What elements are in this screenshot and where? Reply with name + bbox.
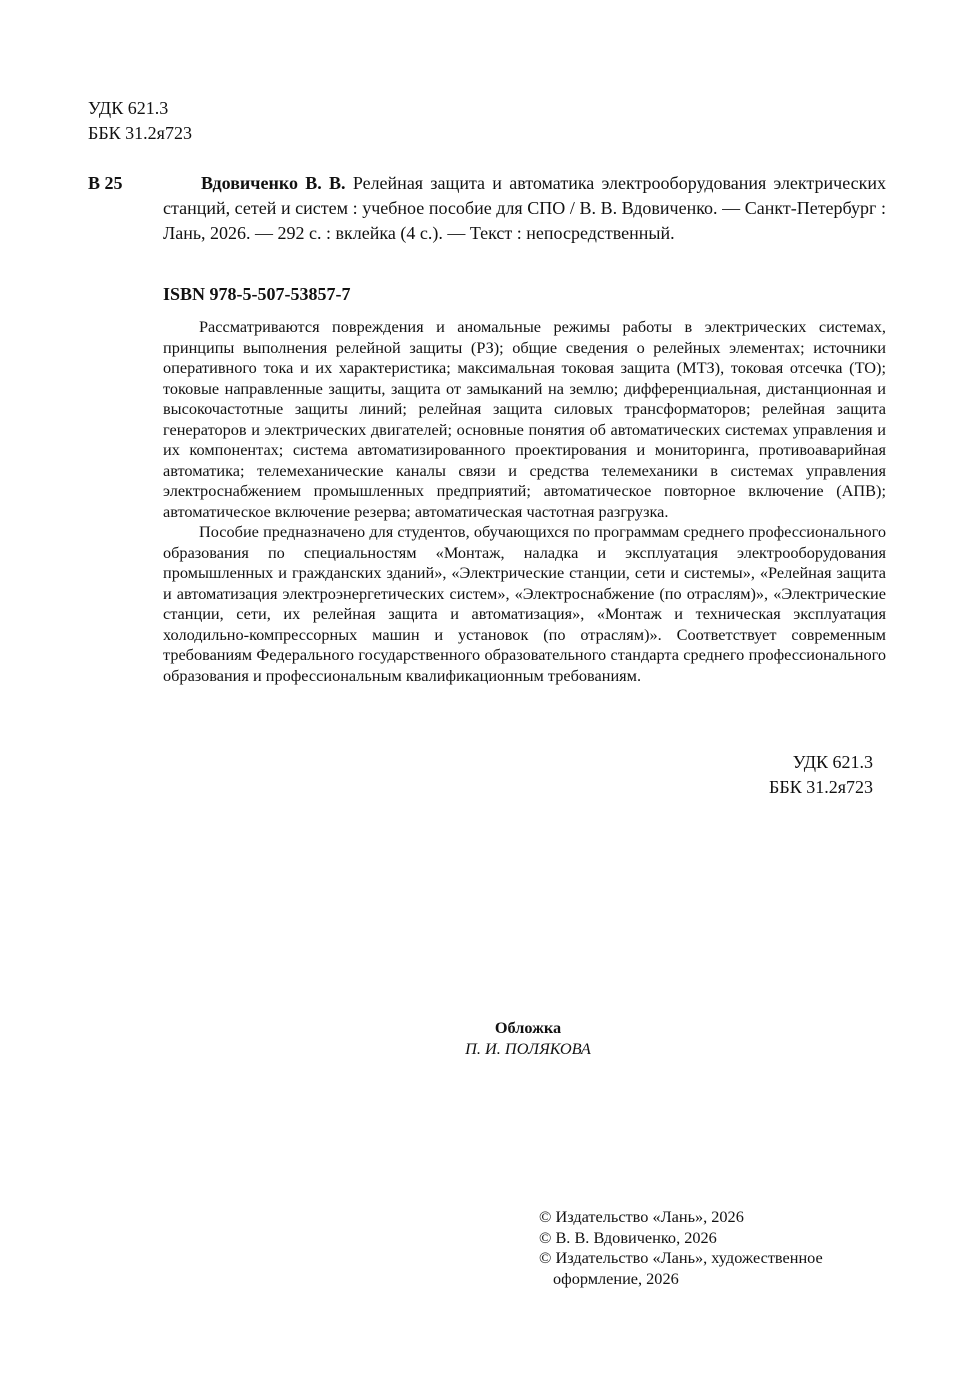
abstract-paragraph-1: Рассматриваются повреждения и аномальные режимы работы в электрических системах, принципы выполнения релейной защиты (РЗ); общие сведения о релейных элементах; источники оперативного тока и их характеристика; максимальная токовая защита (МТЗ), токовая отсечка (ТО); токовые направленные защиты, защита от замыканий на землю; дифференциальная, дистанционная и высокочастотные защиты линий; релейная защита силовых трансформаторов; релейная защита генераторов и электрических двигателей; основные понятия об автоматических системах управления и их компонентах; система автоматизированного проектирования и мониторинга, противоаварийная автоматика; телемеханические каналы связи и средства телемеханики в системах управления электроснабжением промышленных предприятий; автоматическое повторное включение (АПВ); автоматическое включение резерва; автоматическая частотная разгрузка. xyxy=(163,317,886,521)
bibliographic-description: Релейная защита и автоматика электрооборудования электрических станций, сетей и систем : учебное пособие для СПО / В. В. Вдовиченко. — Санкт-Петербург : Лань, 2026. — 292 с. : вклейка (4 с.). — Текст : непосредственный. xyxy=(163,173,887,243)
abstract xyxy=(163,317,886,686)
bbk-code: ББК 31.2я723 xyxy=(88,123,192,143)
cover-label: Обложка xyxy=(494,1018,562,1037)
author-name: Вдовиченко В. В. xyxy=(201,173,346,193)
bbk-code-bottom: ББК 31.2я723 xyxy=(769,777,873,797)
abstract-paragraph-2: Пособие предназначено для студентов, обучающихся по программам среднего профессионального образования по специальностям «Монтаж, наладка и эксплуатация электрооборудования промышленных и гражданских зданий», «Электрические станции, сети и системы», «Релейная защита и автоматизация электроэнергетических систем», «Электроснабжение (по отраслям)», «Электрические станции, сети, их релейная защита и автоматизация», «Монтаж и техническая эксплуатация холодильно-компрессорных машин и установок (по отраслям)». Соответствует современным требованиям Федерального государственного образовательного стандарта среднего профессионального образования и профессиональным квалификационным требованиям. xyxy=(163,522,886,685)
bibliographic-record xyxy=(163,171,886,246)
udk-code: УДК 621.3 xyxy=(88,98,169,118)
classification-header xyxy=(88,96,192,146)
cover-artist: П. И. ПОЛЯКОВА xyxy=(465,1038,591,1058)
classification-footer xyxy=(686,750,873,800)
copyright-author: © В. В. Вдовиченко, 2026 xyxy=(539,1227,717,1247)
udk-code-bottom: УДК 621.3 xyxy=(792,752,873,772)
copyright-design: © Издательство «Лань», художественное xyxy=(539,1248,823,1267)
copyright-design-cont: оформление, 2026 xyxy=(553,1268,679,1288)
copyright-block xyxy=(539,1207,879,1289)
copyright-publisher: © Издательство «Лань», 2026 xyxy=(539,1207,744,1226)
cover-credit xyxy=(388,1018,668,1059)
isbn: ISBN 978-5-507-53857-7 xyxy=(163,284,351,304)
author-mark: В 25 xyxy=(88,173,123,193)
